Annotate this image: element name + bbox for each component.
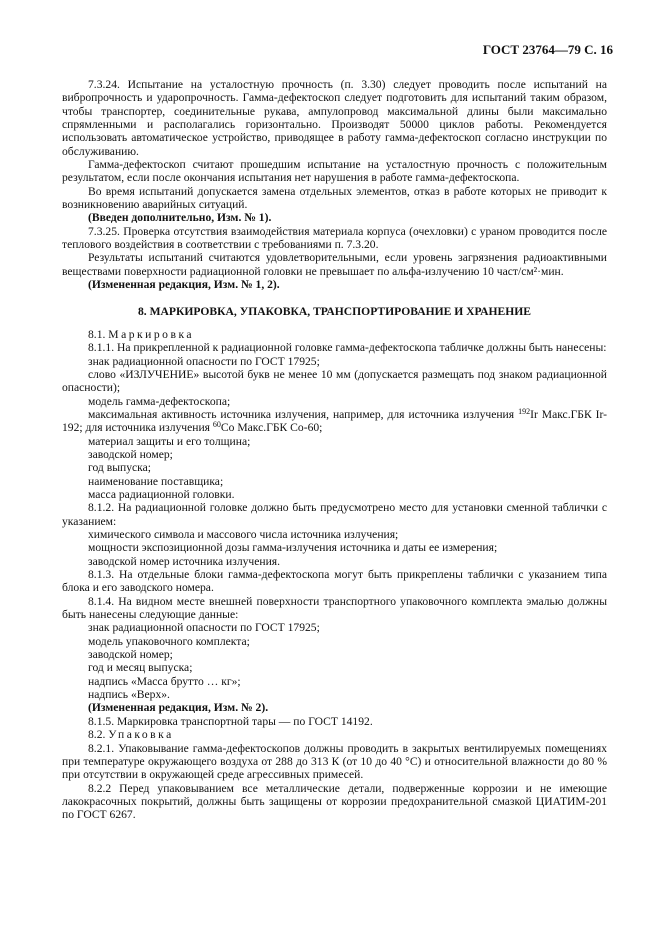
document-body xyxy=(62,78,607,822)
list-item: надпись «Масса брутто … кг»; xyxy=(88,674,241,688)
paragraph-8-1-1: 8.1.1. На прикрепленной к радиационной головке гамма-дефектоскопа табличке должны быть нанесены: xyxy=(88,341,607,355)
subsection-heading-8-2 xyxy=(62,728,607,741)
list-item: материал защиты и его толщина; xyxy=(88,434,251,448)
subsection-number: 8.2. xyxy=(88,728,106,742)
paragraph-8-1-3: 8.1.3. На отдельные блоки гамма-дефектоскопа могут быть прикреплены таблички с указанием типа блока и его заводского номера. xyxy=(62,568,607,595)
isotope-mass-number: 192 xyxy=(518,406,531,416)
amendment-note: (Измененная редакция, Изм. № 1, 2). xyxy=(88,278,280,292)
paragraph-8-1-4: 8.1.4. На видном месте внешней поверхности транспортного упаковочного комплекта эмалью должны быть нанесены следующие данные: xyxy=(62,594,607,622)
list-item: заводской номер; xyxy=(88,447,173,461)
paragraph: Гамма-дефектоскоп считают прошедшим испытание на усталостную прочность с положительным результатом, если после окончания испытания нет нарушения в работе гамма-дефектоскопа. xyxy=(62,158,607,185)
page-header: ГОСТ 23764—79 С. 16 xyxy=(482,42,613,57)
isotope-mass-number: 60 xyxy=(212,420,221,430)
amendment-note: (Измененная редакция, Изм. № 2). xyxy=(88,701,269,715)
section-title: 8. МАРКИРОВКА, УПАКОВКА, ТРАНСПОРТИРОВАНИЕ И ХРАНЕНИЕ xyxy=(137,304,532,318)
list-item: заводской номер источника излучения. xyxy=(88,554,281,568)
list-item-text: максимальная активность источника излучения, например, для источника излучения xyxy=(88,407,515,421)
subsection-heading-8-1 xyxy=(62,328,607,341)
subsection-number: 8.1. xyxy=(88,327,106,341)
amendment-note: (Введен дополнительно, Изм. № 1). xyxy=(88,211,272,225)
list-item-text: Ir Макс.ГБК Ir-192; для источника излучения xyxy=(62,407,608,435)
list-item: знак радиационной опасности по ГОСТ 17925; xyxy=(88,354,320,368)
list-item-text: Co Макс.ГБК Co-60; xyxy=(220,421,323,435)
paragraph-8-1-2: 8.1.2. На радиационной головке должно быть предусмотрено место для установки сменной таблички с указанием: xyxy=(62,501,607,528)
paragraph-7-3-25: 7.3.25. Проверка отсутствия взаимодействия материала корпуса (очехловки) с ураном проводится после теплового воздействия в соответствии с требованиями п. 7.3.20. xyxy=(62,224,607,252)
list-item-activity xyxy=(62,408,607,435)
subsection-title: Упаковка xyxy=(108,728,174,742)
list-item: масса радиационной головки. xyxy=(88,487,235,501)
paragraph-8-2-1: 8.2.1. Упаковывание гамма-дефектоскопов должны проводить в закрытых вентилируемых помещениях при температуре окружающего воздуха от 288 до 313 К (от 10 до 40 °С) и относительной влажности до 80 % при отсутствии в окружающей среде агрессивных примесей. xyxy=(62,741,607,782)
paragraph: Результаты испытаний считаются удовлетворительными, если уровень загрязнения радиоактивными веществами поверхности радиационной головки не превышает по альфа-излучению 10 част/см²·мин. xyxy=(62,251,607,278)
list-item: надпись «Верх». xyxy=(88,688,170,702)
list-item: год выпуска; xyxy=(88,461,151,475)
subsection-title: Маркировка xyxy=(108,327,195,341)
paragraph-8-2-2: 8.2.2 Перед упаковыванием все металлические детали, подверженные коррозии и не имеющие лакокрасочных покрытий, должны быть защищены от коррозии предохранительной смазкой ЦИАТИМ-201 по ГОСТ 6267. xyxy=(62,781,607,822)
list-item: наименование поставщика; xyxy=(88,474,224,488)
list-item: знак радиационной опасности по ГОСТ 17925; xyxy=(88,621,320,635)
paragraph-7-3-24: 7.3.24. Испытание на усталостную прочность (п. 3.30) следует проводить после испытаний на вибропрочность и ударопрочность. Гамма-дефектоскоп следует подготовить для испытаний таким образом, чтобы транспортер, соединительные рукава, ампулопровод максимальной длины были максимально спрямленными и располагались горизонтально. Производят 50000 циклов работы. Рекомендуется использовать автоматическое устройство, приводящее в работу гамма-дефектоскоп согласно инструкции по обслуживанию. xyxy=(62,78,607,158)
list-item: мощности экспозиционной дозы гамма-излучения источника и даты ее измерения; xyxy=(88,541,498,555)
list-item: год и месяц выпуска; xyxy=(88,661,193,675)
list-item: химического символа и массового числа источника излучения; xyxy=(88,528,399,541)
list-item: модель упаковочного комплекта; xyxy=(88,634,250,648)
list-item: заводской номер; xyxy=(88,648,173,662)
list-item: слово «ИЗЛУЧЕНИЕ» высотой букв не менее 10 мм (допускается размещать под знаком радиационной опасности); xyxy=(62,367,607,395)
list-item: модель гамма-дефектоскопа; xyxy=(88,394,231,408)
paragraph-8-1-5: 8.1.5. Маркировка транспортной тары — по ГОСТ 14192. xyxy=(88,714,373,728)
paragraph: Во время испытаний допускается замена отдельных элементов, отказ в работе которых не приводит к возникновению аварийных ситуаций. xyxy=(62,184,607,212)
